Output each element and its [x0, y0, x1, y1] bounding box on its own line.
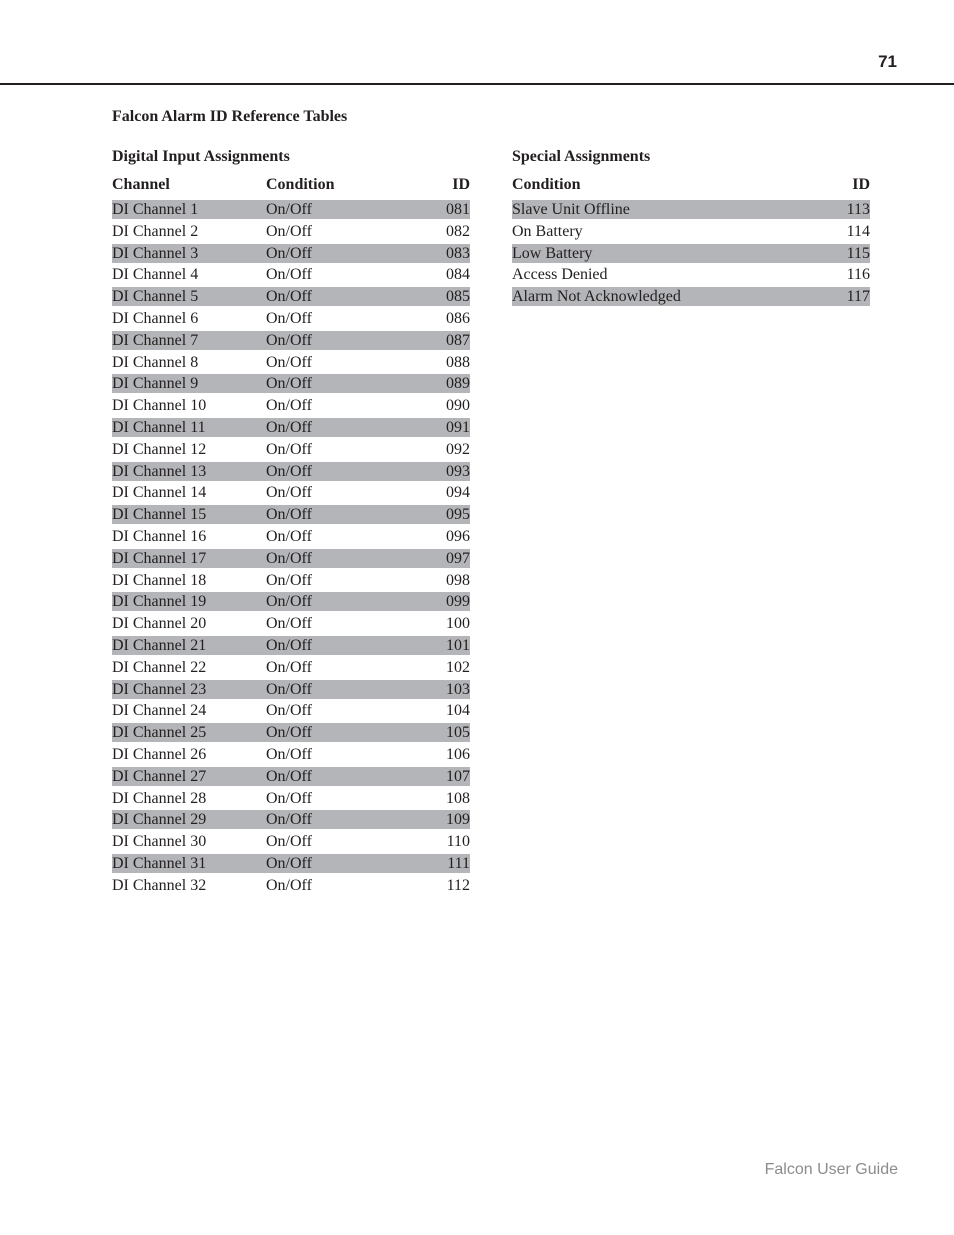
cell-condition: On/Off [266, 571, 312, 589]
cell-condition: On/Off [266, 549, 312, 567]
cell-id: 084 [446, 266, 470, 284]
cell-channel: DI Channel 1 [112, 201, 199, 218]
cell-id: 093 [446, 462, 470, 480]
cell-condition: On Battery [512, 222, 583, 240]
cell-id: 108 [446, 789, 470, 807]
cell-id: 090 [446, 397, 470, 415]
cell-channel: DI Channel 20 [112, 615, 207, 633]
table-row [112, 287, 470, 306]
cell-id: 117 [846, 288, 870, 306]
table-row [112, 832, 470, 851]
table-row [112, 680, 470, 699]
cell-id: 104 [446, 702, 470, 720]
cell-condition: On/Off [266, 811, 312, 829]
cell-condition: On/Off [266, 266, 312, 284]
cell-channel: DI Channel 25 [112, 724, 207, 742]
cell-id: 082 [446, 222, 470, 240]
cell-condition: On/Off [266, 593, 312, 611]
table-row [112, 265, 470, 284]
page-number: 71 [878, 52, 897, 71]
table-row [512, 222, 870, 241]
cell-channel: DI Channel 31 [112, 854, 207, 872]
cell-condition: On/Off [266, 375, 312, 393]
cell-id: 087 [446, 331, 470, 349]
cell-id: 100 [446, 615, 470, 633]
cell-condition: On/Off [266, 680, 312, 698]
header-channel: Channel [112, 176, 170, 193]
cell-condition: On/Off [266, 636, 312, 654]
digital-input-header-row [112, 174, 470, 196]
table-row [112, 200, 470, 219]
cell-channel: DI Channel 29 [112, 811, 207, 829]
table-row [512, 200, 870, 219]
cell-channel: DI Channel 9 [112, 375, 199, 393]
cell-condition: On/Off [266, 833, 312, 851]
cell-condition: On/Off [266, 201, 312, 218]
cell-id: 095 [446, 506, 470, 524]
cell-condition: On/Off [266, 615, 312, 633]
table-row [112, 505, 470, 524]
cell-channel: DI Channel 5 [112, 288, 199, 306]
cell-condition: Low Battery [512, 244, 593, 262]
table-row [112, 571, 470, 590]
special-assignments-header-row [512, 174, 870, 196]
cell-channel: DI Channel 8 [112, 353, 199, 371]
cell-condition: On/Off [266, 854, 312, 872]
table-row [112, 636, 470, 655]
digital-input-title: Digital Input Assignments [112, 148, 290, 165]
cell-channel: DI Channel 28 [112, 789, 207, 807]
cell-id: 112 [446, 876, 470, 894]
cell-id: 089 [446, 375, 470, 393]
cell-channel: DI Channel 26 [112, 745, 207, 763]
cell-condition: On/Off [266, 789, 312, 807]
table-row [512, 244, 870, 263]
special-assignments-title: Special Assignments [512, 148, 651, 165]
table-row [112, 745, 470, 764]
cell-channel: DI Channel 30 [112, 833, 207, 851]
table-row [512, 265, 870, 284]
header-condition: Condition [266, 176, 335, 193]
cell-condition: On/Off [266, 397, 312, 415]
cell-condition: On/Off [266, 876, 312, 894]
cell-channel: DI Channel 16 [112, 527, 207, 545]
cell-channel: DI Channel 2 [112, 222, 199, 240]
cell-id: 103 [446, 680, 470, 698]
cell-id: 113 [846, 201, 870, 218]
cell-condition: On/Off [266, 702, 312, 720]
table-row [112, 222, 470, 241]
special-assignments-table [512, 146, 870, 309]
table-row [112, 854, 470, 873]
cell-channel: DI Channel 17 [112, 549, 207, 567]
table-row [512, 287, 870, 306]
cell-condition: On/Off [266, 309, 312, 327]
cell-channel: DI Channel 24 [112, 702, 207, 720]
header-id: ID [852, 176, 870, 193]
table-row [112, 876, 470, 895]
cell-channel: DI Channel 14 [112, 484, 207, 502]
cell-condition: On/Off [266, 222, 312, 240]
cell-id: 116 [846, 266, 870, 284]
table-row [112, 353, 470, 372]
cell-id: 083 [446, 244, 470, 262]
table-row [112, 592, 470, 611]
cell-id: 088 [446, 353, 470, 371]
cell-channel: DI Channel 7 [112, 331, 199, 349]
cell-condition: Alarm Not Acknowledged [512, 288, 681, 306]
cell-channel: DI Channel 13 [112, 462, 207, 480]
cell-channel: DI Channel 27 [112, 767, 207, 785]
cell-condition: On/Off [266, 418, 312, 436]
cell-channel: DI Channel 19 [112, 593, 207, 611]
cell-id: 102 [446, 658, 470, 676]
cell-channel: DI Channel 22 [112, 658, 207, 676]
table-row [112, 483, 470, 502]
table-row [112, 331, 470, 350]
cell-channel: DI Channel 4 [112, 266, 199, 284]
table-row [112, 244, 470, 263]
cell-condition: Slave Unit Offline [512, 201, 630, 218]
cell-condition: On/Off [266, 353, 312, 371]
cell-id: 094 [446, 484, 470, 502]
cell-channel: DI Channel 11 [112, 418, 206, 436]
cell-id: 097 [446, 549, 470, 567]
cell-id: 098 [446, 571, 470, 589]
special-assignments-rows [512, 200, 870, 306]
table-row [112, 418, 470, 437]
table-row [112, 462, 470, 481]
cell-condition: On/Off [266, 244, 312, 262]
cell-id: 106 [446, 745, 470, 763]
cell-condition: On/Off [266, 440, 312, 458]
cell-condition: On/Off [266, 288, 312, 306]
cell-id: 085 [446, 288, 470, 306]
cell-channel: DI Channel 3 [112, 244, 199, 262]
table-row [112, 396, 470, 415]
cell-id: 115 [846, 244, 870, 262]
cell-condition: On/Off [266, 331, 312, 349]
cell-id: 086 [446, 309, 470, 327]
cell-id: 091 [446, 418, 470, 436]
table-row [112, 789, 470, 808]
cell-channel: DI Channel 6 [112, 309, 199, 327]
table-row [112, 614, 470, 633]
cell-condition: On/Off [266, 745, 312, 763]
table-row [112, 658, 470, 677]
header-id: ID [452, 176, 470, 193]
header-rule [0, 83, 954, 85]
cell-condition: On/Off [266, 658, 312, 676]
cell-condition: On/Off [266, 724, 312, 742]
table-row [112, 549, 470, 568]
cell-condition: On/Off [266, 506, 312, 524]
table-row [112, 374, 470, 393]
table-row [112, 309, 470, 328]
table-row [112, 527, 470, 546]
cell-channel: DI Channel 12 [112, 440, 207, 458]
cell-id: 110 [446, 833, 470, 851]
cell-condition: Access Denied [512, 266, 608, 284]
cell-channel: DI Channel 32 [112, 876, 207, 894]
cell-channel: DI Channel 23 [112, 680, 207, 698]
cell-condition: On/Off [266, 527, 312, 545]
cell-channel: DI Channel 21 [112, 636, 207, 654]
header-condition: Condition [512, 176, 581, 193]
table-row [112, 767, 470, 786]
cell-id: 092 [446, 440, 470, 458]
cell-id: 081 [446, 201, 470, 218]
cell-condition: On/Off [266, 767, 312, 785]
table-row [112, 440, 470, 459]
section-title: Falcon Alarm ID Reference Tables [112, 108, 348, 125]
cell-id: 101 [446, 636, 470, 654]
cell-id: 096 [446, 527, 470, 545]
table-row [112, 723, 470, 742]
cell-id: 111 [447, 854, 470, 872]
table-row [112, 701, 470, 720]
cell-channel: DI Channel 18 [112, 571, 207, 589]
digital-input-table [112, 146, 470, 898]
table-row [112, 810, 470, 829]
cell-channel: DI Channel 15 [112, 506, 207, 524]
cell-condition: On/Off [266, 462, 312, 480]
digital-input-rows [112, 200, 470, 895]
cell-channel: DI Channel 10 [112, 397, 207, 415]
cell-id: 114 [846, 222, 870, 240]
cell-condition: On/Off [266, 484, 312, 502]
cell-id: 107 [446, 767, 470, 785]
cell-id: 105 [446, 724, 470, 742]
footer-guide-title: Falcon User Guide [764, 1161, 898, 1178]
cell-id: 099 [446, 593, 470, 611]
cell-id: 109 [446, 811, 470, 829]
